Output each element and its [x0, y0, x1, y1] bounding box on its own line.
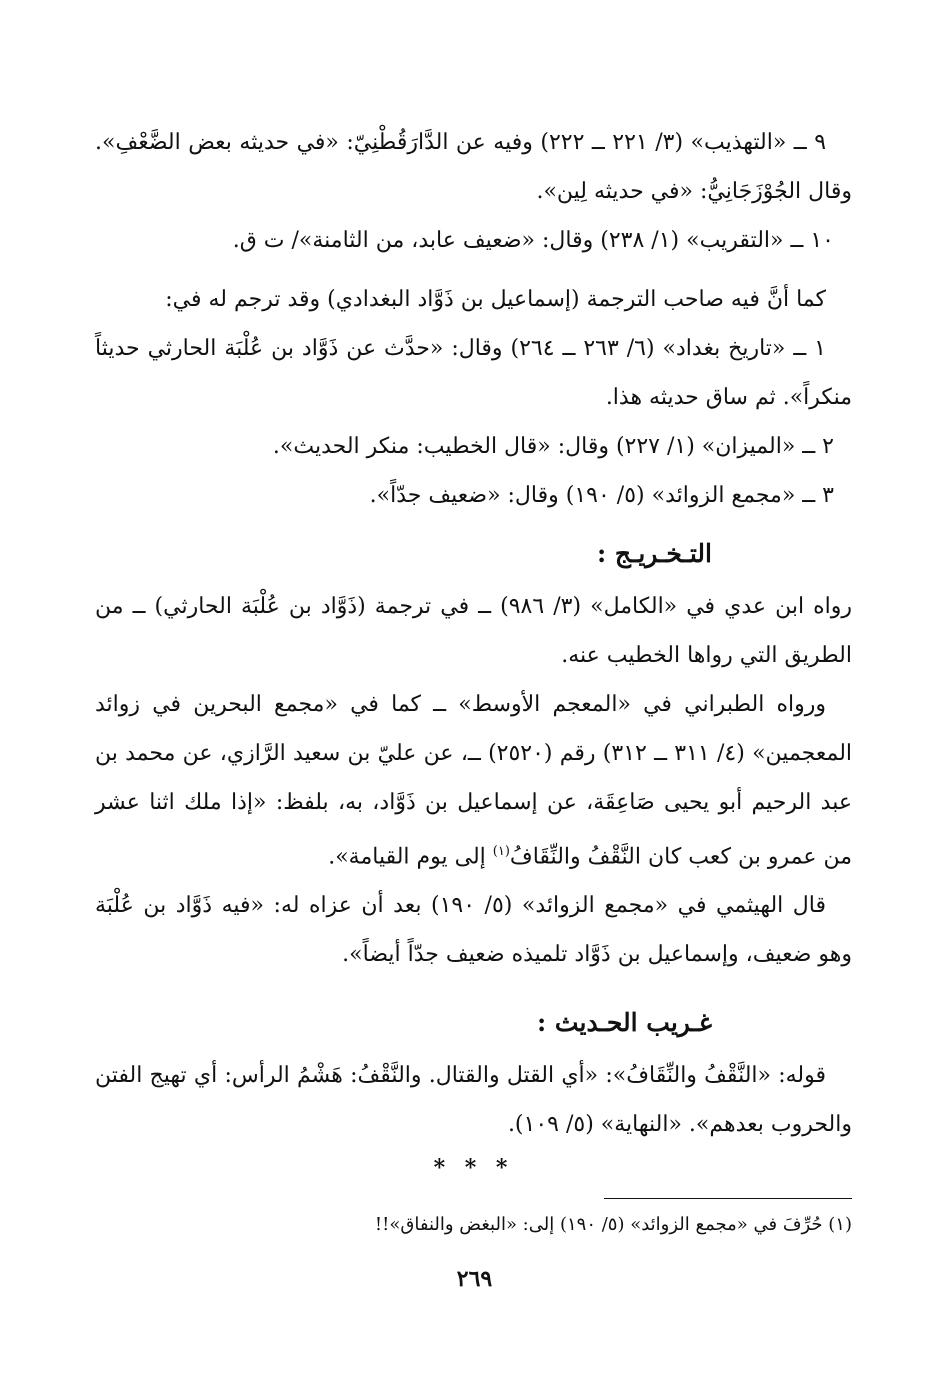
footnote: (١) حُرِّفَ في «مجمع الزوائد» (٥/ ١٩٠) إلى: «البغض والنفاق»!! [374, 1214, 852, 1235]
heading-takhrij: التـخـريـج : [596, 539, 712, 568]
paragraph-tabarani [95, 680, 852, 881]
paragraph-naqf: قوله: «النَّقْفُ والنِّقَافُ»: «أي القتل والقتال. والنَّقْفُ: هَشْمُ الرأس: أي تهيج الفتن والحروب بعدهم». «النهاية» (٥/ ١٠٩). [95, 1063, 852, 1138]
heading-gharib: غـريب الحـديث : [537, 1008, 712, 1038]
paragraph-taqrib: ١٠ ــ «التقريب» (١/ ٢٣٨) وقال: «ضعيف عابد، من الثامنة»/ ت ق. [232, 228, 834, 253]
paragraph-ibn-adi: رواه ابن عدي في «الكامل» (٣/ ٩٨٦) ــ في ترجمة (ذَوَّاد بن عُلْبَة الحارثي) ــ من الطريق التي رواها الخطيب عنه. [95, 594, 853, 668]
page-body [95, 118, 852, 1181]
paragraph-tahdhib: ٩ ــ «التهذيب» (٣/ ٢٢١ ــ ٢٢٢) وفيه عن الدَّارَقُطْنِيّ: «في حديثه بعض الضَّعْفِ». وقال الجُوْزَجَانِيُّ: «في حديثه لِين». [95, 130, 852, 204]
tabarani-text-end: إلى يوم القيامة». [328, 844, 493, 870]
paragraph-also-translated: كما أنَّ فيه صاحب الترجمة (إسماعيل بن ذَوَّاد البغدادي) وقد ترجم له في: [165, 287, 826, 312]
paragraph-haythami: قال الهيثمي في «مجمع الزوائد» (٥/ ١٩٠) بعد أن عزاه له: «فيه ذَوَّاد بن عُلْبَة وهو ضعيف، وإسماعيل بن ذَوَّاد تلميذه ضعيف جدّاً أيضاً». [95, 893, 852, 968]
paragraph-tarikh-baghdad: ١ ــ «تاريخ بغداد» (٦/ ٢٦٣ ــ ٢٦٤) وقال: «حدَّث عن ذَوَّاد بن عُلْبَة الحارثي حديثاً منكراً». ثم ساق حديثه هذا. [95, 336, 852, 410]
footnote-divider [604, 1198, 852, 1199]
paragraph-mizan: ٢ ــ «الميزان» (١/ ٢٢٧) وقال: «قال الخطيب: منكر الحديث». [272, 434, 834, 459]
page-number: ٢٦٩ [456, 1266, 493, 1292]
footnote-marker: (١) [492, 844, 510, 859]
paragraph-majma: ٣ ــ «مجمع الزوائد» (٥/ ١٩٠) وقال: «ضعيف جدّاً». [369, 483, 834, 508]
tabarani-text: ورواه الطبراني في «المعجم الأوسط» ــ كما في «مجمع البحرين في زوائد المعجمين» (٤/ ٣١١ ــ ٣١٢) رقم (٢٥٢٠) ــ، عن عليّ بن سعيد الرَّازي، عن محمد بن عبد الرحيم أبو يحيى صَاعِقَة، عن إسماعيل بن ذَوَّاد، به، بلفظ: «إذا ملك اثنا عشر من عمرو بن كعب كان النَّقْفُ والنِّقَافُ [95, 692, 853, 870]
section-separator: * * * [433, 1155, 514, 1182]
